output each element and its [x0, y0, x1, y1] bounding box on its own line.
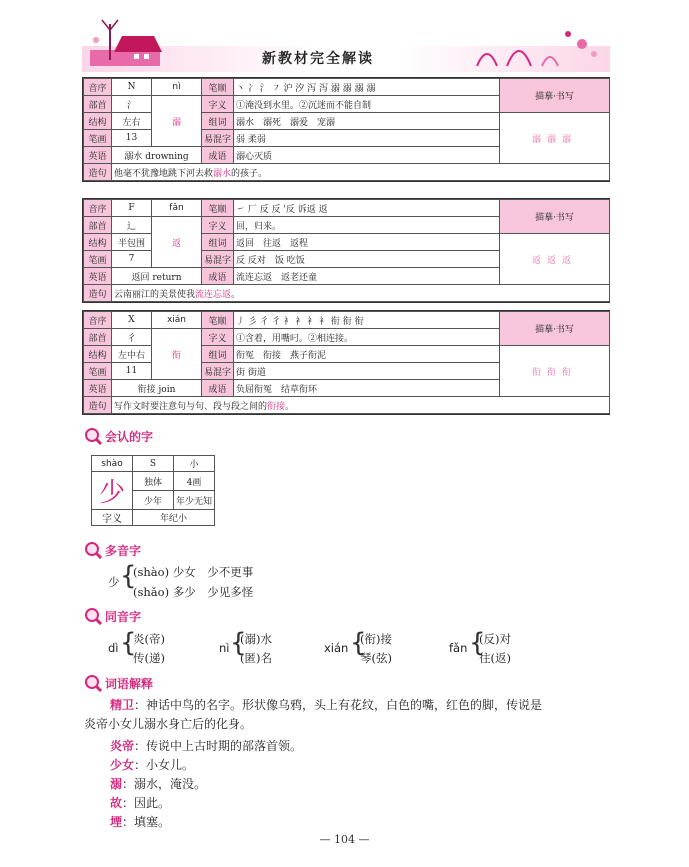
section-vocab — [84, 673, 153, 693]
trace-char: 溺 — [546, 134, 562, 145]
label-english: 英语 — [84, 147, 112, 164]
vocab-entry — [110, 794, 636, 813]
label-words: 组词 — [202, 234, 234, 251]
recognize-word1: 少年 — [133, 491, 174, 510]
label-confuse: 易混字 — [202, 251, 234, 268]
magnifier-icon — [84, 607, 102, 625]
label-words: 组词 — [202, 346, 234, 363]
label-idiom: 成语 — [202, 268, 234, 285]
main-char: 返 — [152, 217, 202, 268]
vocab-entry — [110, 813, 636, 832]
vocab-word: 堙 — [110, 815, 123, 829]
vocab-entry — [84, 696, 610, 734]
label-words: 组词 — [202, 113, 234, 130]
stroke-order-value: 丿 彡 彳 彳 衤 衤 衤 衤 衔 衔 衔 — [234, 312, 500, 329]
trace-char: 返 — [562, 255, 578, 266]
pinyin-value: fǎn — [152, 200, 202, 217]
stroke-order-value: 丶 冫 氵 ㇇ 沪 汐 泻 泻 溺 溺 溺 溺 — [234, 79, 500, 96]
sentence-pre: 云南丽江的美景使我 — [114, 289, 196, 300]
order-value: F — [112, 200, 152, 217]
label-sentence: 造句 — [84, 285, 112, 302]
structure-value: 半包围 — [112, 234, 152, 251]
trace-char: 返 — [531, 255, 547, 266]
label-sentence: 造句 — [84, 164, 112, 181]
trace-char: 溺 — [531, 134, 547, 145]
brace-icon: { — [469, 628, 486, 658]
vocab-def: ：神话中鸟的名字。形状像乌鸦，头上有花纹，白色的嘴，红色的脚，传说是 — [134, 698, 543, 712]
sentence-post: 。 — [285, 401, 295, 412]
strokes-value: 11 — [112, 363, 152, 380]
vocab-def: ：因此。 — [122, 796, 171, 810]
structure-value: 左中右 — [112, 346, 152, 363]
homophone-item: (反)对 — [479, 632, 511, 646]
order-value: N — [112, 79, 152, 96]
label-stroke-order: 笔顺 — [202, 200, 234, 217]
magnifier-icon — [84, 541, 102, 559]
label-confuse: 易混字 — [202, 130, 234, 147]
label-idiom: 成语 — [202, 380, 234, 397]
sentence-post: 。 — [231, 289, 241, 300]
main-char: 衔 — [152, 329, 202, 380]
homophone-item: (衔)接 — [360, 632, 392, 646]
sentence-value — [112, 164, 610, 181]
vocab-def: ：溺水，淹没。 — [122, 777, 207, 791]
sentence-post: 的孩子。 — [231, 168, 268, 179]
section-polyphone — [84, 540, 141, 560]
label-strokes: 笔画 — [84, 251, 112, 268]
meaning-value: ①含着，用嘴叼。②相连接。 — [234, 329, 500, 346]
english-value: 衔接 join — [112, 380, 202, 397]
trace-header: 描摹·书写 — [500, 312, 610, 346]
vocab-def: ：传说中上古时期的部落首领。 — [134, 739, 303, 753]
label-structure: 结构 — [84, 113, 112, 130]
page-header — [82, 16, 610, 72]
vocab-entry — [110, 756, 636, 775]
label-structure: 结构 — [84, 234, 112, 251]
homophone-item: (匿)名 — [240, 651, 272, 665]
trace-char: 衔 — [531, 367, 547, 378]
radical-value: 辶 — [112, 217, 152, 234]
trace-char: 返 — [546, 255, 562, 266]
vocab-def: ：填塞。 — [122, 815, 171, 829]
section-title: 同音字 — [105, 609, 142, 624]
recognize-radical: 小 — [174, 456, 215, 472]
trace-area[interactable] — [500, 346, 610, 397]
label-confuse: 易混字 — [202, 363, 234, 380]
brace-icon: { — [350, 628, 367, 658]
vocab-def-cont: 炎帝小女儿溺水身亡后的化身。 — [84, 717, 253, 731]
trace-char: 衔 — [562, 367, 578, 378]
label-sentence: 造句 — [84, 397, 112, 414]
section-title: 多音字 — [105, 543, 142, 558]
recognize-strokes: 4画 — [174, 472, 215, 491]
trace-header: 描摹·书写 — [500, 79, 610, 113]
polyphone-line-2: (shǎo) 多少 少见多怪 — [133, 585, 254, 599]
vocab-word: 炎帝 — [110, 739, 135, 753]
english-value: 溺水 drowning — [112, 147, 202, 164]
words-value: 衔冤 衔接 燕子衔泥 — [234, 346, 500, 363]
sentence-highlight: 衔接 — [267, 401, 286, 412]
homophone-item: 传(递) — [133, 651, 165, 665]
sentence-highlight: 流连忘返 — [195, 289, 232, 300]
label-radical: 部首 — [84, 217, 112, 234]
vocab-word: 溺 — [110, 777, 123, 791]
section-homophone — [84, 606, 141, 626]
homophone-pinyin: fǎn — [449, 641, 468, 655]
homophone-item: 往(返) — [479, 651, 511, 665]
confuse-value: 反 反对 饭 吃饭 — [234, 251, 500, 268]
radical-value: 彳 — [112, 329, 152, 346]
polyphone-line-1: (shào) 少女 少不更事 — [133, 565, 254, 579]
brace-icon: { — [120, 561, 137, 591]
idiom-value: 负屈衔冤 结草衔环 — [234, 380, 500, 397]
recognize-order: S — [133, 456, 174, 472]
label-strokes: 笔画 — [84, 130, 112, 147]
page-number: — 104 — — [319, 833, 370, 846]
label-meaning: 字义 — [202, 96, 234, 113]
vocab-entry — [110, 775, 636, 794]
label-radical: 部首 — [84, 96, 112, 113]
homophone-pinyin: nì — [219, 641, 230, 655]
label-meaning: 字义 — [202, 329, 234, 346]
trace-area[interactable] — [500, 113, 610, 164]
english-value: 返回 return — [112, 268, 202, 285]
homophone-item: 琴(弦) — [360, 651, 392, 665]
words-value: 溺水 溺死 溺爱 宠溺 — [234, 113, 500, 130]
vocab-def: ：小女儿。 — [134, 758, 195, 772]
label-structure: 结构 — [84, 346, 112, 363]
section-recognize — [84, 426, 153, 446]
trace-char: 衔 — [546, 367, 562, 378]
header-title: 新教材完全解读 — [262, 51, 374, 67]
label-order: 音序 — [84, 312, 112, 329]
homophone-pinyin: xián — [324, 641, 349, 655]
main-char: 溺 — [152, 96, 202, 147]
confuse-value: 街 街道 — [234, 363, 500, 380]
label-meaning: 字义 — [202, 217, 234, 234]
section-title: 会认的字 — [105, 429, 154, 444]
sentence-pre: 他毫不犹豫地跳下河去救 — [114, 168, 214, 179]
stroke-order-value: ㇀ 厂 反 反 '反 诉返 返 — [234, 200, 500, 217]
recognize-pinyin: shào — [92, 456, 133, 472]
label-order: 音序 — [84, 200, 112, 217]
trace-header: 描摹·书写 — [500, 200, 610, 234]
recognize-char: 少 — [92, 472, 133, 510]
char-card-ni — [82, 77, 610, 182]
vocab-word: 精卫 — [110, 698, 135, 712]
recognize-meaning-label: 字义 — [92, 510, 133, 526]
radical-value: 氵 — [112, 96, 152, 113]
section-title: 词语解释 — [105, 676, 154, 691]
confuse-value: 弱 柔弱 — [234, 130, 500, 147]
sentence-highlight: 溺水 — [213, 168, 232, 179]
polyphone-char: 少 — [108, 575, 120, 589]
label-idiom: 成语 — [202, 147, 234, 164]
vocab-word: 故 — [110, 796, 123, 810]
pinyin-value: xián — [152, 312, 202, 329]
char-card-fan — [82, 198, 610, 303]
label-english: 英语 — [84, 268, 112, 285]
label-strokes: 笔画 — [84, 363, 112, 380]
order-value: X — [112, 312, 152, 329]
homophone-pinyin: dì — [108, 641, 119, 655]
trace-char: 溺 — [562, 134, 578, 145]
label-english: 英语 — [84, 380, 112, 397]
magnifier-icon — [84, 427, 102, 445]
label-order: 音序 — [84, 79, 112, 96]
sentence-value — [112, 397, 610, 414]
homophone-item: 炎(帝) — [133, 632, 165, 646]
words-value: 返回 往返 返程 — [234, 234, 500, 251]
recognize-structure: 独体 — [133, 472, 174, 491]
strokes-value: 13 — [112, 130, 152, 147]
meaning-value: ①淹没到水里。②沉迷而不能自制 — [234, 96, 500, 113]
label-stroke-order: 笔顺 — [202, 312, 234, 329]
recognize-meaning: 年纪小 — [133, 510, 215, 526]
label-radical: 部首 — [84, 329, 112, 346]
vocab-word: 少女 — [110, 758, 135, 772]
char-card-xian — [82, 310, 610, 415]
structure-value: 左右 — [112, 113, 152, 130]
sentence-pre: 写作文时要注意句与句、段与段之间的 — [114, 401, 268, 412]
trace-area[interactable] — [500, 234, 610, 285]
brace-icon: { — [230, 628, 247, 658]
brace-icon: { — [120, 628, 137, 658]
sentence-value — [112, 285, 610, 302]
idiom-value: 溺心灭质 — [234, 147, 500, 164]
magnifier-icon — [84, 674, 102, 692]
meaning-value: 回，归来。 — [234, 217, 500, 234]
idiom-value: 流连忘返 返老还童 — [234, 268, 500, 285]
recognize-word2: 年少无知 — [174, 491, 215, 510]
vocab-entry — [110, 737, 636, 756]
strokes-value: 7 — [112, 251, 152, 268]
recognize-card — [91, 455, 215, 526]
label-stroke-order: 笔顺 — [202, 79, 234, 96]
homophone-item: (溺)水 — [240, 632, 272, 646]
pinyin-value: nì — [152, 79, 202, 96]
